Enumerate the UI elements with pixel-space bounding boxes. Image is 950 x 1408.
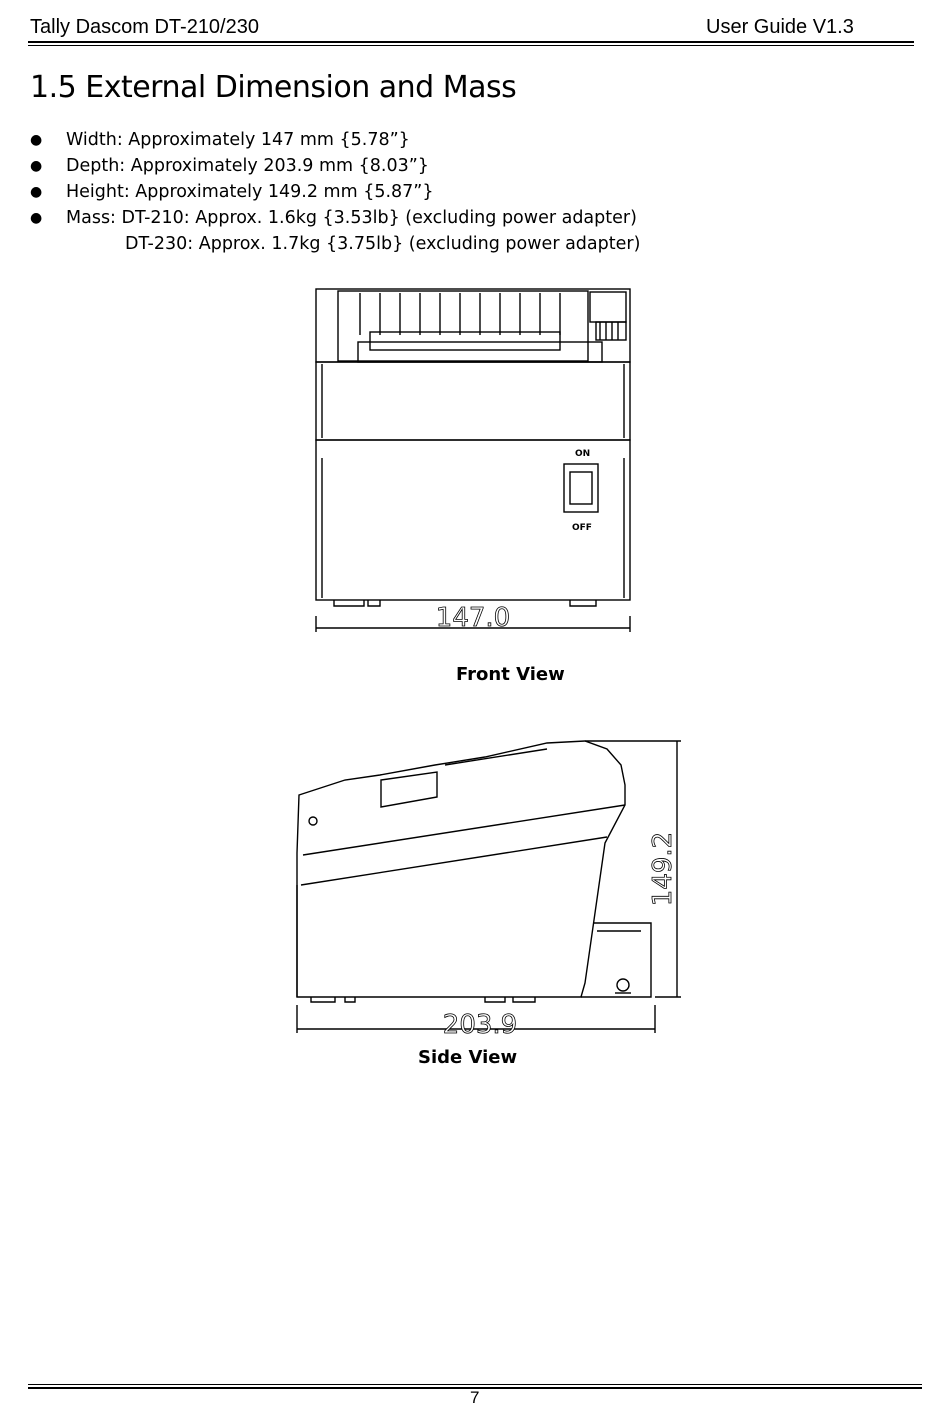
spec-height: ● Height: Approximately 149.2 mm {5.87”}: [30, 179, 640, 205]
switch-off-label: OFF: [572, 523, 592, 533]
front-view-caption: Front View: [456, 664, 565, 685]
side-height-dimension-label: 149.2: [648, 831, 678, 907]
page-number: 7: [470, 1388, 480, 1407]
spec-mass: ● Mass: DT-210: Approx. 1.6kg {3.53lb} (excluding power adapter): [30, 205, 640, 231]
header-version: User Guide V1.3: [706, 16, 854, 38]
side-view-drawing: [285, 735, 685, 1040]
section-title: 1.5 External Dimension and Mass: [30, 70, 517, 105]
spec-depth: ● Depth: Approximately 203.9 mm {8.03”}: [30, 153, 640, 179]
header-title: Tally Dascom DT-210/230: [30, 16, 259, 38]
front-view-drawing: [300, 280, 650, 640]
header-rule: [28, 41, 914, 43]
bullet-icon: ●: [30, 184, 43, 200]
switch-on-label: ON: [575, 449, 591, 459]
side-view-caption: Side View: [418, 1047, 518, 1068]
front-dimension-label: 147.0: [435, 603, 511, 633]
side-width-dimension-label: 203.9: [442, 1010, 518, 1040]
spec-width: ● Width: Approximately 147 mm {5.78”}: [30, 127, 640, 153]
header-rule-thin: [28, 45, 914, 46]
bullet-icon: ●: [30, 132, 43, 148]
spec-mass-continued: DT-230: Approx. 1.7kg {3.75lb} (excluding power adapter): [125, 234, 641, 254]
bullet-icon: ●: [30, 210, 43, 226]
specs-list: [30, 127, 640, 257]
bullet-icon: ●: [30, 158, 43, 174]
footer-rule-thin: [28, 1384, 922, 1385]
